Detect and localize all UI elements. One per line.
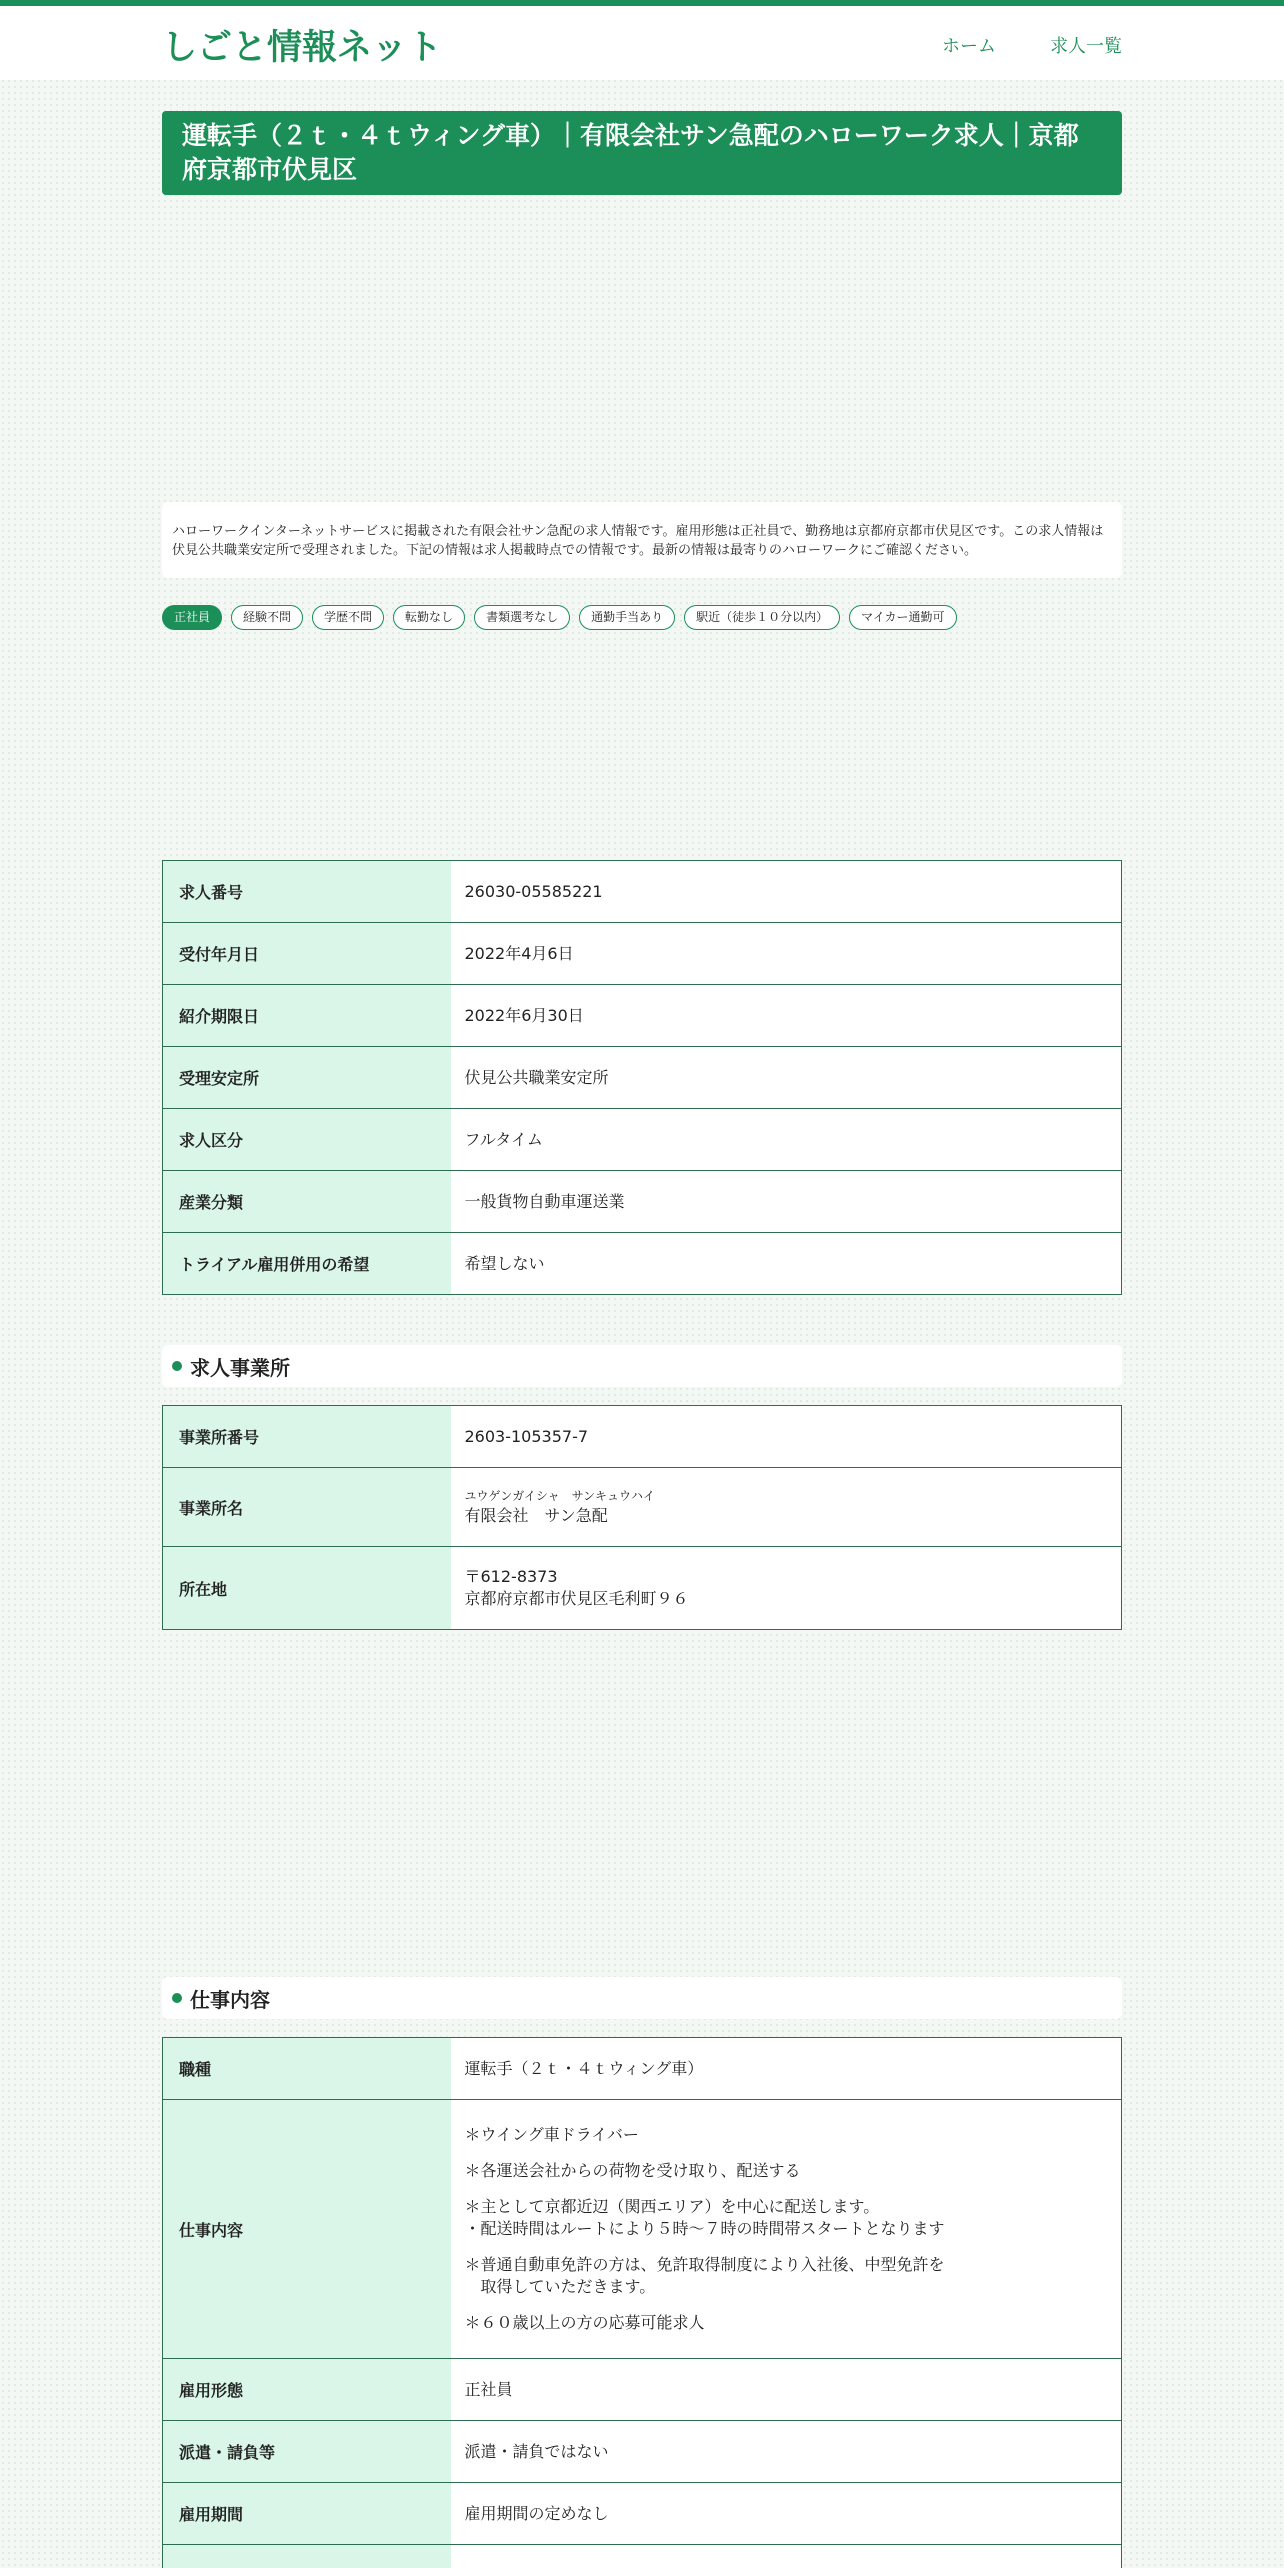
office-address: 京都府京都市伏見区毛利町９６ bbox=[464, 1589, 689, 1608]
section-title: 仕事内容 bbox=[190, 1987, 270, 2012]
office-address-cell bbox=[451, 1547, 1122, 1630]
table-row bbox=[163, 1406, 1122, 1468]
section-title: 求人事業所 bbox=[190, 1355, 290, 1380]
table-row bbox=[163, 1468, 1122, 1547]
table-row bbox=[163, 2100, 1122, 2359]
job-description bbox=[451, 2100, 1122, 2359]
site-logo[interactable]: しごと情報ネット bbox=[162, 28, 443, 68]
row-label: 産業分類 bbox=[163, 1171, 451, 1233]
row-value: 派遣・請負ではない bbox=[451, 2421, 1122, 2483]
row-label: トライアル雇用併用の希望 bbox=[163, 1233, 451, 1295]
table-row bbox=[163, 1233, 1122, 1295]
job-desc-line: ＊主として京都近辺（関西エリア）を中心に配送します。 ・配送時間はルートにより５時～７時の時間帯スタートとなります bbox=[464, 2197, 945, 2238]
office-number: 2603-105357-7 bbox=[451, 1406, 1122, 1468]
table-row bbox=[163, 861, 1122, 923]
nav-job-list-link[interactable]: 求人一覧 bbox=[1050, 36, 1122, 57]
basic-info-table bbox=[162, 860, 1122, 1295]
tag-commute-allowance: 通勤手当あり bbox=[579, 605, 675, 630]
row-label: 受付年月日 bbox=[163, 923, 451, 985]
bullet-dot-icon bbox=[172, 1361, 182, 1371]
row-label bbox=[163, 2545, 451, 2568]
page-title: 運転手（２ｔ・４ｔウィング車）｜有限会社サン急配のハローワーク求人｜京都府京都市伏見区 bbox=[162, 111, 1122, 195]
table-row bbox=[163, 1171, 1122, 1233]
work-info-table bbox=[162, 2037, 1122, 2568]
office-name-cell bbox=[451, 1468, 1122, 1547]
row-value: 正社員 bbox=[451, 2359, 1122, 2421]
section-heading-office bbox=[162, 1345, 1122, 1387]
table-row bbox=[163, 985, 1122, 1047]
row-label: 受理安定所 bbox=[163, 1047, 451, 1109]
row-label: 雇用形態 bbox=[163, 2359, 451, 2421]
row-label: 雇用期間 bbox=[163, 2483, 451, 2545]
table-row bbox=[163, 2038, 1122, 2100]
feature-tags bbox=[162, 605, 957, 630]
tag-near-station: 駅近（徒歩１０分以内） bbox=[684, 605, 840, 630]
table-row bbox=[163, 2483, 1122, 2545]
row-label: 求人番号 bbox=[163, 861, 451, 923]
row-label: 仕事内容 bbox=[163, 2100, 451, 2359]
row-label: 求人区分 bbox=[163, 1109, 451, 1171]
tag-no-transfer: 転勤なし bbox=[393, 605, 465, 630]
intro-text: ハローワークインターネットサービスに掲載された有限会社サン急配の求人情報です。雇用形態は正社員で、勤務地は京都府京都市伏見区です。この求人情報は伏見公共職業安定所で受理されました。下記の情報は求人掲載時点での情報です。最新の情報は最寄りのハローワークにご確認ください。 bbox=[162, 502, 1122, 578]
job-desc-line: ＊６０歳以上の方の応募可能求人 bbox=[464, 2313, 705, 2332]
tag-no-document-screening: 書類選考なし bbox=[474, 605, 570, 630]
office-name-kana: ユウゲンガイシャ サンキュウハイ bbox=[464, 1489, 656, 1503]
table-row bbox=[163, 2359, 1122, 2421]
row-value: フルタイム bbox=[451, 1109, 1122, 1171]
section-heading-work bbox=[162, 1977, 1122, 2019]
office-info-table bbox=[162, 1405, 1122, 1630]
main-nav bbox=[942, 32, 1122, 58]
site-header bbox=[0, 6, 1284, 80]
row-value: 26030-05585221 bbox=[451, 861, 1122, 923]
office-name: 有限会社 サン急配 bbox=[464, 1506, 608, 1525]
table-row bbox=[163, 1547, 1122, 1630]
job-desc-line: ＊普通自動車免許の方は、免許取得制度により入社後、中型免許を 取得していただきます。 bbox=[464, 2255, 945, 2296]
table-row bbox=[163, 1109, 1122, 1171]
bullet-dot-icon bbox=[172, 1993, 182, 2003]
row-label: 職種 bbox=[163, 2038, 451, 2100]
row-value: 伏見公共職業安定所 bbox=[451, 1047, 1122, 1109]
row-label: 事業所名 bbox=[163, 1468, 451, 1547]
row-label: 紹介期限日 bbox=[163, 985, 451, 1047]
row-value bbox=[451, 2545, 1122, 2568]
row-value: 運転手（２ｔ・４ｔウィング車） bbox=[451, 2038, 1122, 2100]
row-value: 一般貨物自動車運送業 bbox=[451, 1171, 1122, 1233]
table-row bbox=[163, 2421, 1122, 2483]
table-row bbox=[163, 923, 1122, 985]
table-row bbox=[163, 1047, 1122, 1109]
row-value: 2022年4月6日 bbox=[451, 923, 1122, 985]
table-row bbox=[163, 2545, 1122, 2568]
tag-no-experience: 経験不問 bbox=[231, 605, 303, 630]
row-value: 雇用期間の定めなし bbox=[451, 2483, 1122, 2545]
tag-car-commute: マイカー通勤可 bbox=[849, 605, 956, 630]
row-label: 所在地 bbox=[163, 1547, 451, 1630]
tag-no-education: 学歴不問 bbox=[312, 605, 384, 630]
row-label: 派遣・請負等 bbox=[163, 2421, 451, 2483]
job-desc-line: ＊ウイング車ドライバー bbox=[464, 2125, 639, 2144]
tag-full-time: 正社員 bbox=[162, 605, 222, 630]
nav-home-link[interactable]: ホーム bbox=[942, 36, 996, 57]
row-label: 事業所番号 bbox=[163, 1406, 451, 1468]
postal-code: 〒612-8373 bbox=[464, 1567, 558, 1586]
row-value: 2022年6月30日 bbox=[451, 985, 1122, 1047]
job-desc-line: ＊各運送会社からの荷物を受け取り、配送する bbox=[464, 2161, 801, 2180]
row-value: 希望しない bbox=[451, 1233, 1122, 1295]
